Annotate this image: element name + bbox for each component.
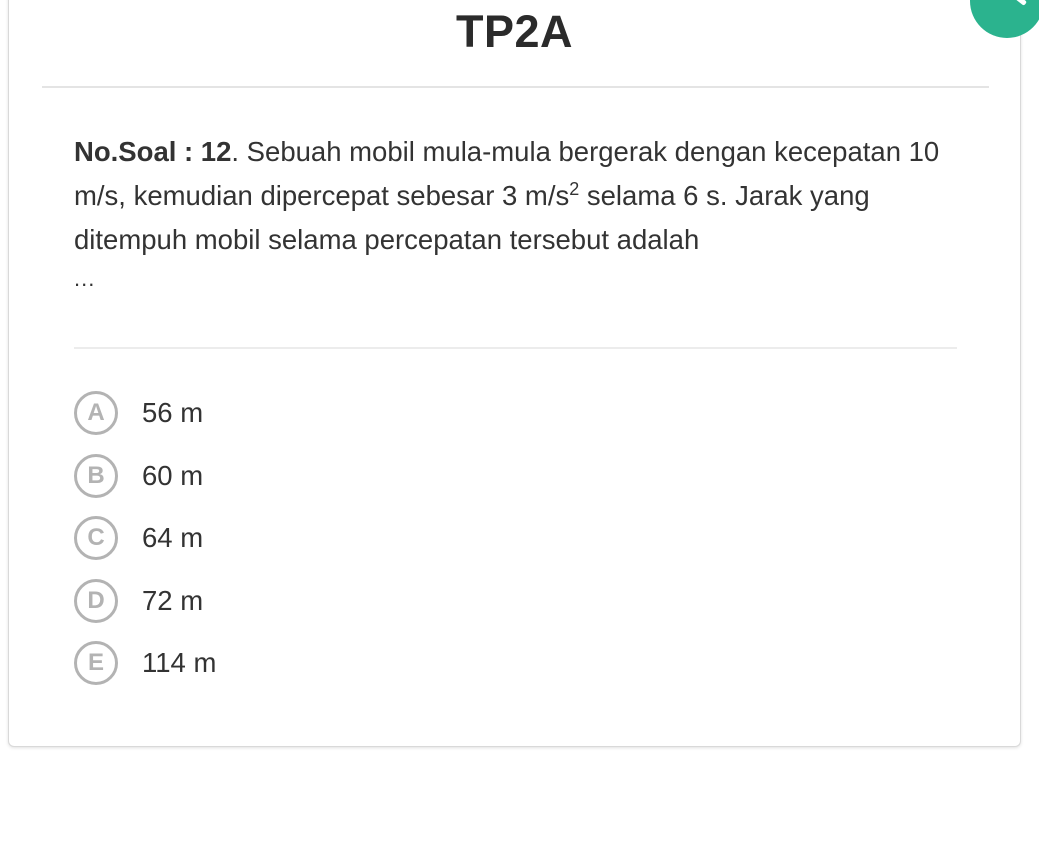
title-divider bbox=[42, 86, 989, 88]
option-a[interactable] bbox=[74, 390, 203, 436]
chevron-icon bbox=[1005, 0, 1027, 6]
option-letter-badge: D bbox=[74, 579, 118, 623]
option-b[interactable] bbox=[74, 453, 203, 499]
question-body-part2: selama 6 s. Jarak yang ditempuh mobil selama percepatan tersebut adalah bbox=[74, 180, 870, 255]
option-e[interactable] bbox=[74, 640, 216, 686]
question-ellipsis: ... bbox=[74, 266, 96, 291]
option-d[interactable] bbox=[74, 578, 203, 624]
option-c[interactable] bbox=[74, 515, 203, 561]
question-exponent: 2 bbox=[569, 178, 580, 199]
option-label: 64 m bbox=[142, 522, 204, 553]
options-divider bbox=[74, 347, 957, 349]
option-label: 56 m bbox=[142, 397, 204, 428]
question-number: No.Soal : 12 bbox=[74, 136, 232, 167]
option-letter-badge: E bbox=[74, 641, 118, 685]
option-letter-badge: B bbox=[74, 454, 118, 498]
option-label: 114 m bbox=[142, 647, 217, 678]
question-body-part1: . Sebuah mobil mula-mula bergerak dengan kecepatan 10 m/s, kemudian dipercepat sebesar 3 m/s bbox=[74, 136, 940, 211]
question-text bbox=[74, 130, 964, 262]
option-letter-badge: C bbox=[74, 516, 118, 560]
question-card bbox=[8, 0, 1021, 747]
option-label: 60 m bbox=[142, 460, 204, 491]
option-label: 72 m bbox=[142, 585, 204, 616]
page-title: TP2A bbox=[455, 6, 574, 57]
option-letter-badge: A bbox=[74, 391, 118, 435]
